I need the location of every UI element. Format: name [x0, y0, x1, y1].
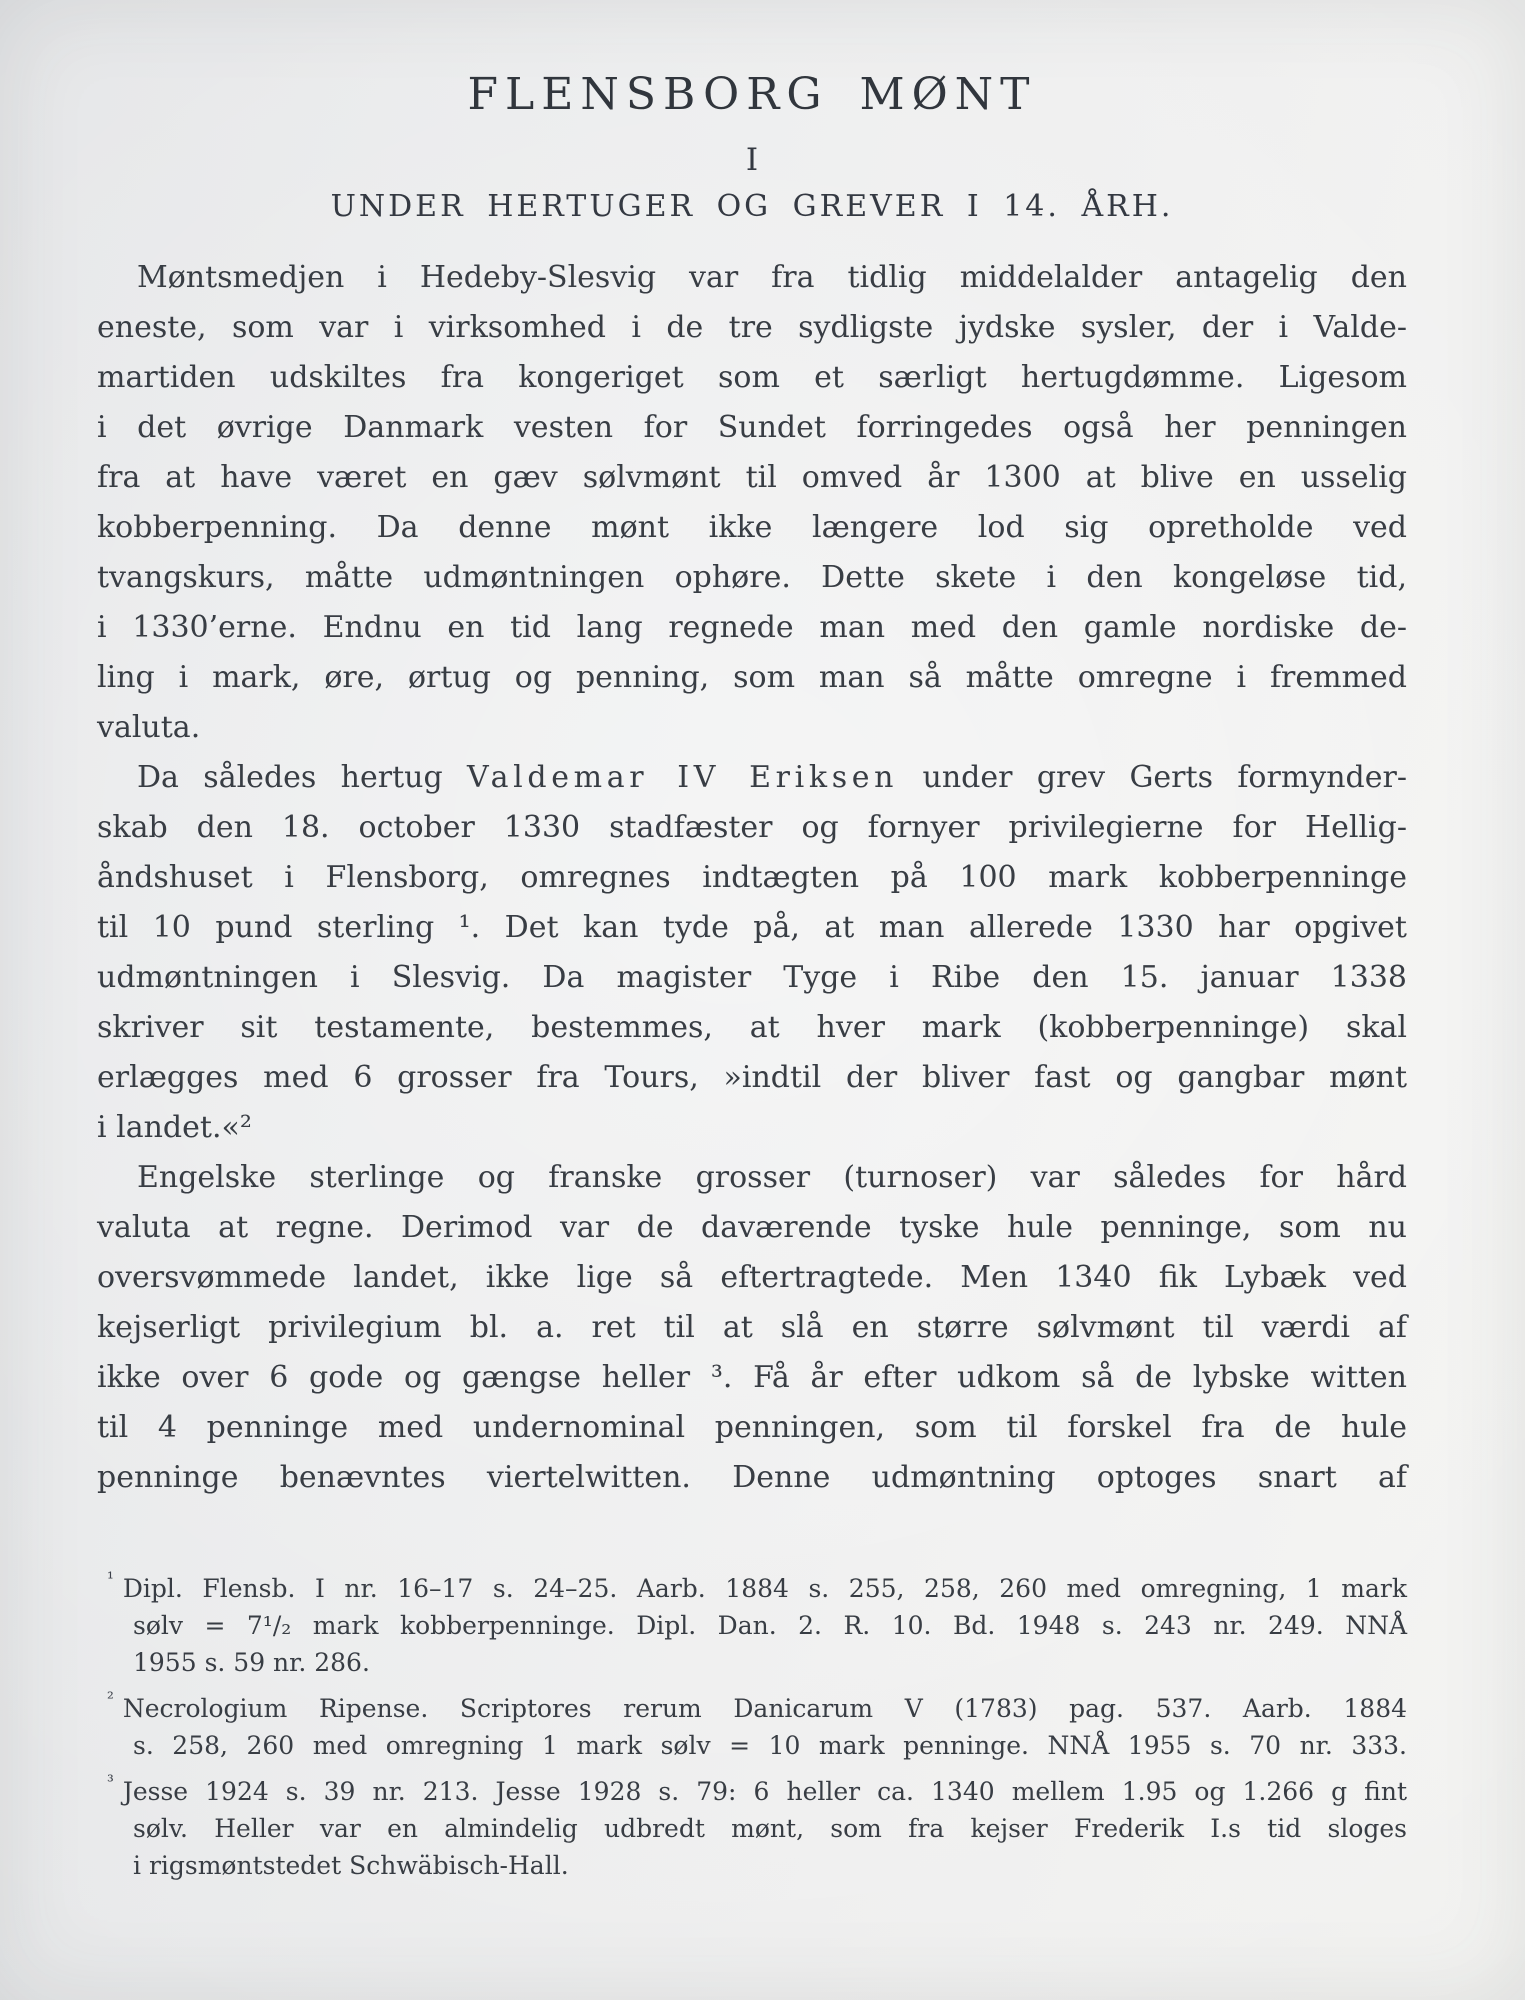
text-line: s. 258, 260 med omregning 1 mark sølv = 10 mark penninge. NNÅ 1955 s. 70 nr. 333. [133, 1731, 1407, 1760]
page-content [97, 68, 1407, 1884]
body-paragraph [97, 253, 1407, 753]
text-line: penninge benævntes viertelwitten. Denne udmøntning optoges snart af [97, 1460, 1407, 1495]
text-line: kejserligt privilegium bl. a. ret til at slå en større sølvmønt til værdi af [97, 1310, 1407, 1345]
footnote-marker: ³ [107, 1772, 114, 1792]
text-line: sølv = 7¹/₂ mark kobberpenninge. Dipl. Dan. 2. R. 10. Bd. 1948 s. 243 nr. 249. NNÅ [133, 1611, 1407, 1640]
footnote-marker: ¹ [107, 1569, 114, 1589]
body-text [97, 253, 1407, 1503]
text-line: valuta. [97, 710, 201, 745]
text-line: $^{^3}$ Jesse 1924 s. 39 nr. 213. Jesse 1928 s. 79: 6 heller ca. 1340 mellem 1.95 og 1.266 g fint [107, 1772, 1407, 1806]
letterspaced-name: Valdemar IV Eriksen [467, 760, 899, 795]
text-line: fra at have været en gæv sølvmønt til omved år 1300 at blive en usselig [97, 460, 1407, 495]
text-line: valuta at regne. Derimod var de daværende tyske hule penninge, som nu [97, 1210, 1407, 1245]
footnote [97, 1681, 1407, 1764]
text-line: åndshuset i Flensborg, omregnes indtægten på 100 mark kobberpenninge [97, 860, 1407, 895]
chapter-heading: UNDER HERTUGER OG GREVER I 14. ÅRH. [330, 189, 1174, 224]
body-paragraph [97, 1153, 1407, 1503]
text-line: i det øvrige Danmark vesten for Sundet forringedes også her penningen [97, 410, 1407, 445]
text-line: $^{^1}$ Dipl. Flensb. I nr. 16–17 s. 24–25. Aarb. 1884 s. 255, 258, 260 med omregning, 1 mark [107, 1569, 1407, 1603]
footnotes [97, 1561, 1407, 1884]
text-line: 1955 s. 59 nr. 286. [133, 1648, 370, 1677]
section-number: I [745, 142, 759, 178]
footnote [97, 1764, 1407, 1884]
footnote-marker: ² [107, 1689, 114, 1709]
text-line: martiden udskiltes fra kongeriget som et særligt hertugdømme. Ligesom [97, 360, 1407, 395]
text-line: erlægges med 6 grosser fra Tours, »indtil der bliver fast og gangbar mønt [97, 1060, 1407, 1095]
page-title: FLENSBORG MØNT [467, 69, 1037, 120]
text-line: tvangskurs, måtte udmøntningen ophøre. Dette skete i den kongeløse tid, [97, 560, 1407, 595]
text-line: Engelske sterlinge og franske grosser (turnoser) var således for hård [137, 1160, 1407, 1195]
body-paragraph [97, 753, 1407, 1153]
text-segment: Da således hertug [137, 760, 468, 795]
footnote [97, 1561, 1407, 1681]
text-line: udmøntningen i Slesvig. Da magister Tyge i Ribe den 15. januar 1338 [97, 960, 1407, 995]
text-line: skab den 18. october 1330 stadfæster og fornyer privilegierne for Hellig- [97, 810, 1407, 845]
text-line: ikke over 6 gode og gængse heller ³. Få år efter udkom så de lybske witten [97, 1360, 1407, 1395]
text-line: oversvømmede landet, ikke lige så eftertragtede. Men 1340 fik Lybæk ved [97, 1260, 1407, 1295]
text-line: til 10 pund sterling ¹. Det kan tyde på, at man allerede 1330 har opgivet [97, 910, 1407, 945]
text-line: i rigsmøntstedet Schwäbisch-Hall. [133, 1851, 569, 1880]
text-line: $^{^2}$ Necrologium Ripense. Scriptores rerum Danicarum V (1783) pag. 537. Aarb. 1884 [107, 1689, 1407, 1723]
text-line: Møntsmedjen i Hedeby-Slesvig var fra tidlig middelalder antagelig den [137, 260, 1407, 295]
text-line: kobberpenning. Da denne mønt ikke længere lod sig opretholde ved [97, 510, 1407, 545]
text-line: i landet.«² [97, 1110, 252, 1145]
text-segment: under grev Gerts formynder- [898, 760, 1407, 795]
text-line [97, 753, 1407, 803]
text-line: eneste, som var i virksomhed i de tre sydligste jydske sysler, der i Valde- [97, 310, 1407, 345]
text-line: i 1330’erne. Endnu en tid lang regnede man med den gamle nordiske de- [97, 610, 1407, 645]
text-line: sølv. Heller var en almindelig udbredt mønt, som fra kejser Frederik I.s tid sloges [133, 1814, 1407, 1843]
text-line: ling i mark, øre, ørtug og penning, som man så måtte omregne i fremmed [97, 660, 1407, 695]
text-line: til 4 penninge med undernominal penningen, som til forskel fra de hule [97, 1410, 1407, 1445]
text-line: skriver sit testamente, bestemmes, at hver mark (kobberpenninge) skal [97, 1010, 1407, 1045]
